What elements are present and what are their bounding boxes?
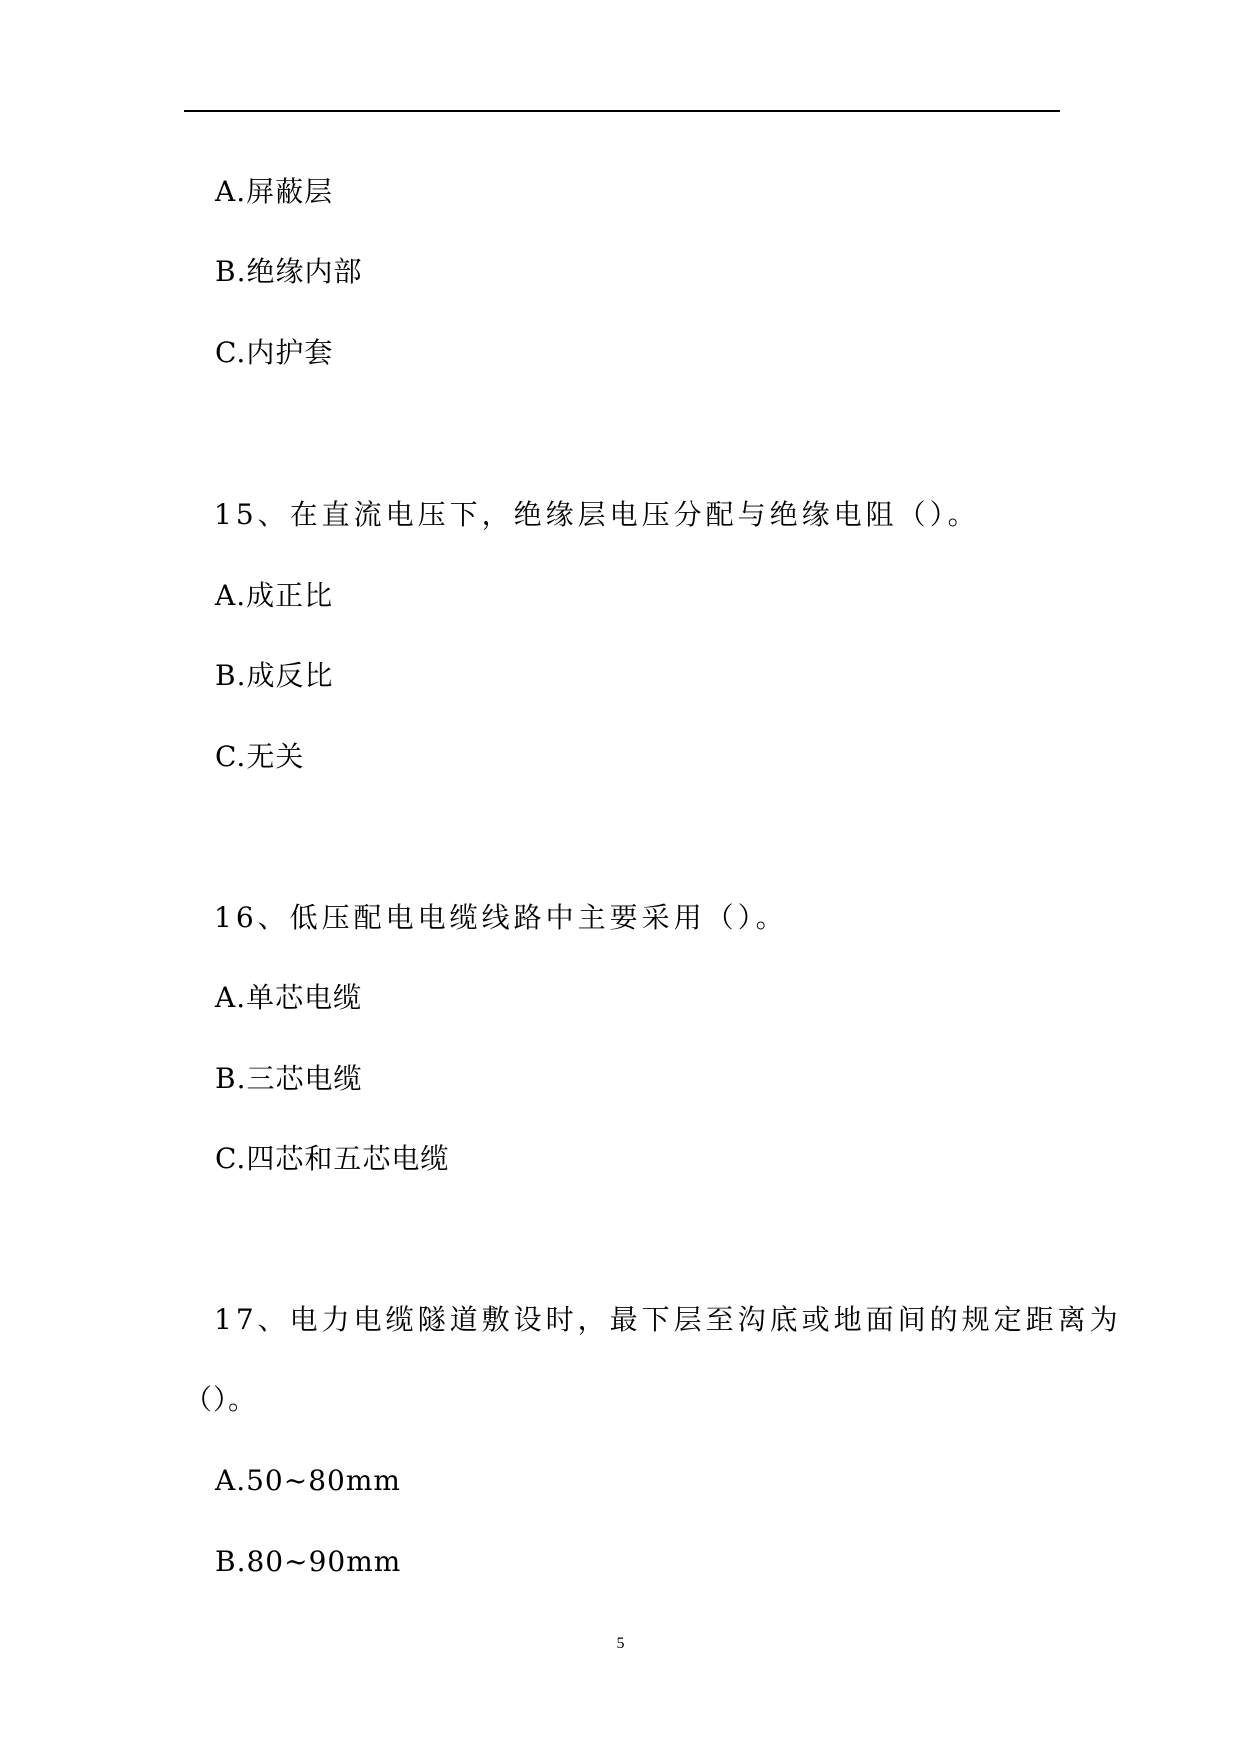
question-16: 16、低压配电电缆线路中主要采用（）。 [214,901,788,934]
question-16-option-a: A.单芯电缆 [215,981,363,1014]
page-number: 5 [616,1635,625,1652]
header-rule [184,110,1060,112]
question-16-option-c: C.四芯和五芯电缆 [215,1142,450,1175]
question-15-option-b: B.成反比 [215,659,334,692]
question-15-option-c: C.无关 [215,740,305,773]
option-c-prev: C.内护套 [215,336,334,369]
question-17-option-b: B.80~90mm [215,1545,402,1578]
question-15-option-a: A.成正比 [215,579,334,612]
question-17-line1: 17、电力电缆隧道敷设时，最下层至沟底或地面间的规定距离为 [214,1303,1122,1336]
option-a-prev: A.屏蔽层 [215,175,334,208]
question-16-option-b: B.三芯电缆 [215,1062,363,1095]
question-17-option-a: A.50~80mm [215,1464,401,1497]
question-17-line2: （）。 [184,1383,258,1416]
question-15: 15、在直流电压下，绝缘层电压分配与绝缘电阻（）。 [214,498,980,531]
option-b-prev: B.绝缘内部 [215,255,363,288]
